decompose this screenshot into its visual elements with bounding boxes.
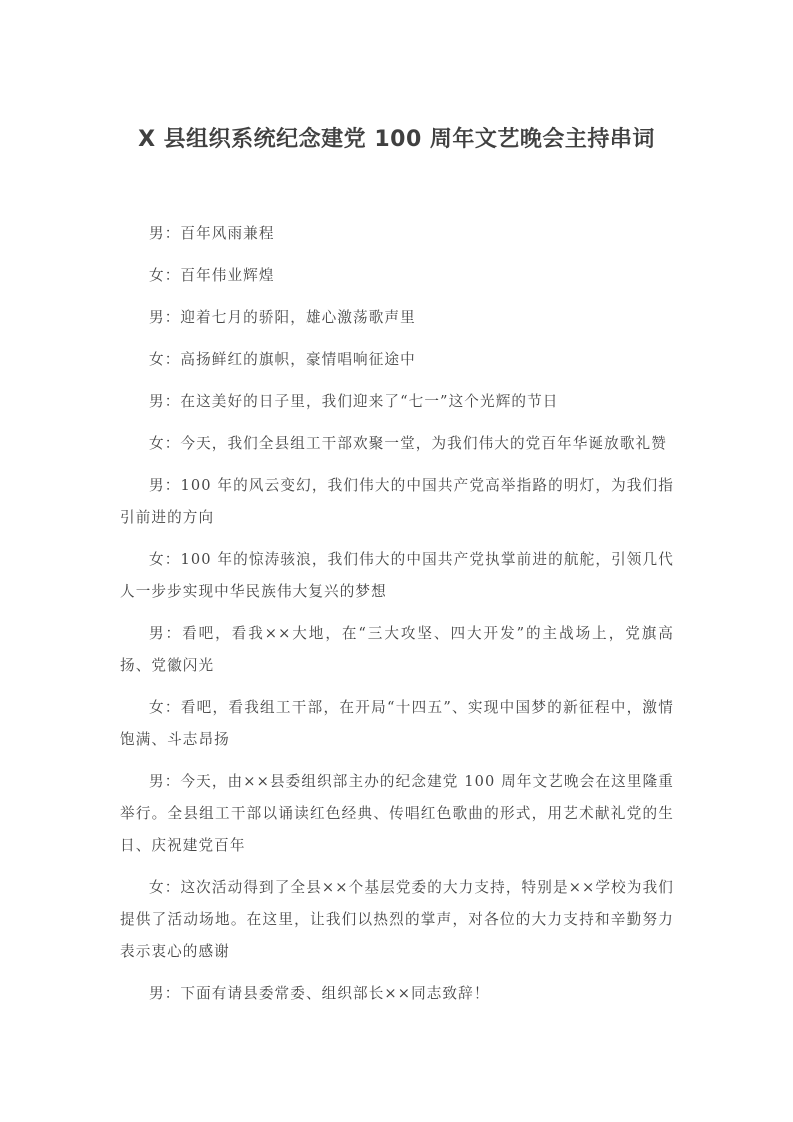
paragraph: 女：高扬鲜红的旗帜，豪情唱响征途中	[149, 351, 416, 368]
paragraph: 男：看吧，看我××大地，在“三大攻坚、四大开发”的主战场上，党旗高扬、党徽闪光	[120, 625, 674, 674]
document-body	[120, 218, 674, 1020]
paragraph: 女：百年伟业辉煌	[149, 267, 275, 284]
paragraph: 女：这次活动得到了全县××个基层党委的大力支持，特别是××学校为我们提供了活动场地。在这里，让我们以热烈的掌声，对各位的大力支持和辛勤努力表示衷心的感谢	[120, 879, 674, 960]
paragraph: 女：今天，我们全县组工干部欢聚一堂，为我们伟大的党百年华诞放歌礼赞	[149, 435, 667, 452]
document-title: X 县组织系统纪念建党 100 周年文艺晚会主持串词	[138, 127, 655, 152]
paragraph: 男：在这美好的日子里，我们迎来了“七一”这个光辉的节日	[149, 393, 559, 410]
paragraph: 男：今天，由××县委组织部主办的纪念建党 100 周年文艺晚会在这里隆重举行。全县组工干部以诵读红色经典、传唱红色歌曲的形式，用艺术献礼党的生日、庆祝建党百年	[120, 773, 674, 854]
paragraph: 女：看吧，看我组工干部，在开局“十四五”、实现中国梦的新征程中，激情饱满、斗志昂扬	[120, 699, 674, 748]
paragraph: 男：下面有请县委常委、组织部长××同志致辞！	[149, 985, 490, 1002]
paragraph: 男：迎着七月的骄阳，雄心激荡歌声里	[149, 309, 416, 326]
paragraph: 男：百年风雨兼程	[149, 225, 275, 242]
paragraph: 女：100 年的惊涛骇浪，我们伟大的中国共产党执掌前进的航舵，引领几代人一步步实现中华民族伟大复兴的梦想	[120, 551, 674, 600]
paragraph: 男：100 年的风云变幻，我们伟大的中国共产党高举指路的明灯，为我们指引前进的方向	[120, 477, 674, 526]
